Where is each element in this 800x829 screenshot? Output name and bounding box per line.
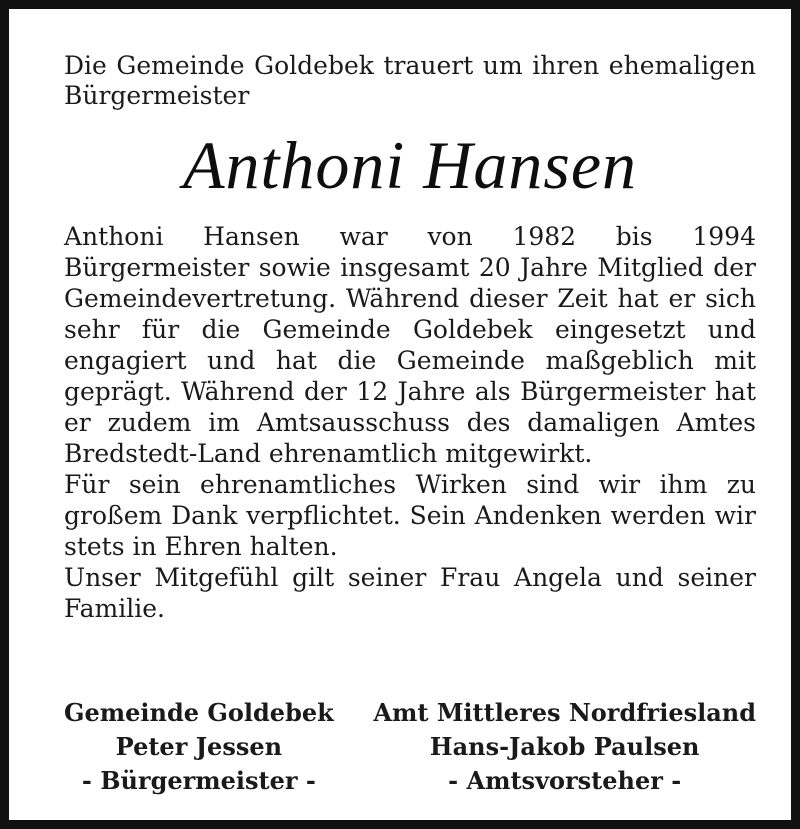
obituary-content: [64, 51, 756, 795]
signatures: [64, 696, 756, 798]
signature-gemeinde: [64, 696, 334, 798]
signature-amt: [373, 696, 756, 798]
signature-org: Amt Mittleres Nordfriesland: [373, 698, 756, 727]
deceased-name: Anthoni Hansen: [182, 127, 638, 203]
body-paragraph-2: Für sein ehrenamtliches Wirken sind wir ihm zu großem Dank verpflichtet. Sein Andenken werden wir stets in Ehren halten.: [64, 470, 756, 561]
body-paragraph-3: Unser Mitgefühl gilt seiner Frau Angela und seiner Familie.: [64, 563, 756, 623]
signature-person: Peter Jessen: [115, 732, 283, 761]
intro-text: Die Gemeinde Goldebek trauert um ihren ehemaligen Bürgermeister: [64, 51, 756, 110]
signature-person: Hans-Jakob Paulsen: [429, 732, 700, 761]
body-paragraph-1: Anthoni Hansen war von 1982 bis 1994 Bürgermeister sowie insgesamt 20 Jahre Mitglied der Gemeindevertretung. Während dieser Zeit hat er sich sehr für die Gemeinde Goldebek eingesetzt und engagiert und hat die Gemeinde maßgeblich mit geprägt. Während der 12 Jahre als Bürgermeister hat er zudem im Amtsausschuss des damaligen Amtes Bredstedt-Land ehrenamtlich mitgewirkt.: [64, 222, 756, 468]
signature-role: - Bürgermeister -: [81, 766, 316, 795]
signature-role: - Amtsvorsteher -: [448, 766, 682, 795]
signature-org: Gemeinde Goldebek: [64, 698, 334, 727]
